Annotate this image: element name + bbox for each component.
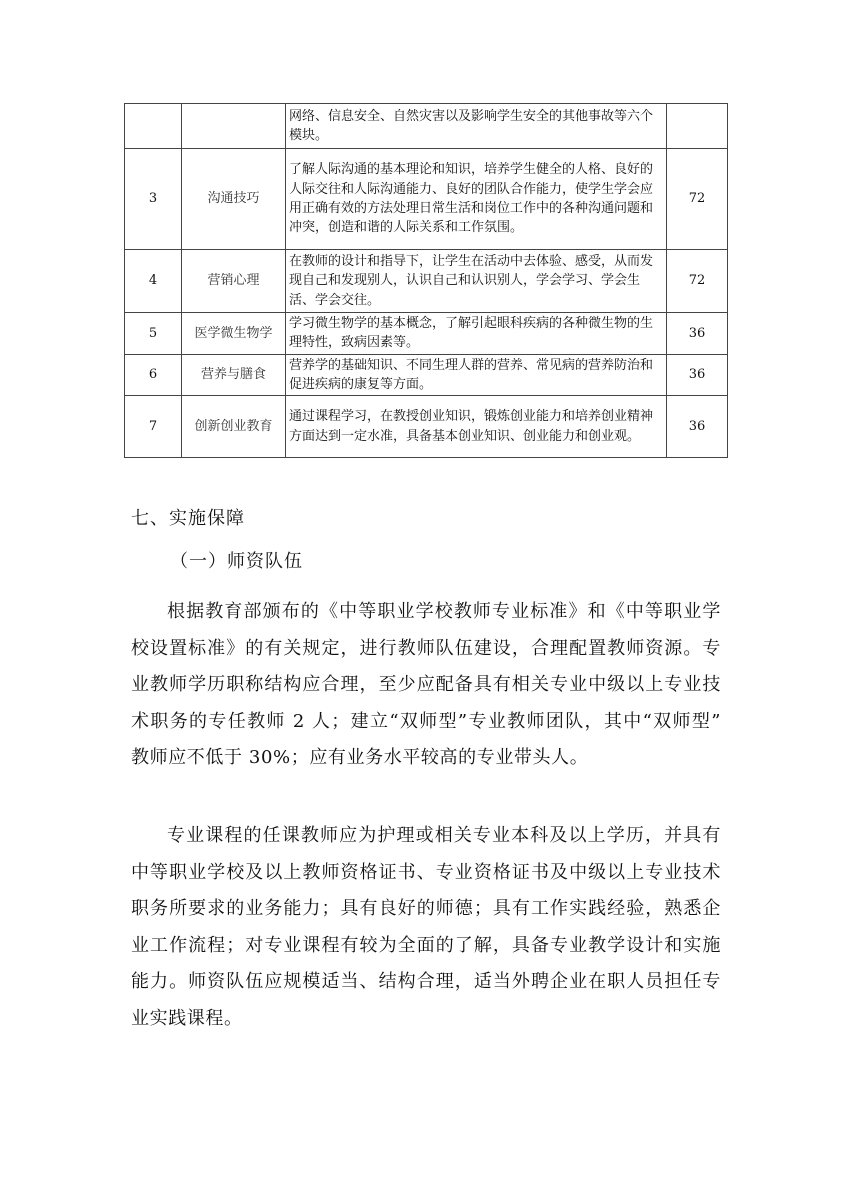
course-name: 沟通技巧 [182, 149, 286, 250]
course-hours: 36 [667, 313, 728, 355]
course-name: 创新创业教育 [182, 396, 286, 458]
table-row [125, 354, 728, 396]
course-description: 网络、信息安全、自然灾害以及影响学生安全的其他事故等六个模块。 [286, 104, 667, 149]
course-hours [667, 104, 728, 149]
course-name [182, 104, 286, 149]
course-table [124, 103, 728, 458]
table-row [125, 313, 728, 355]
course-name: 营养与膳食 [182, 354, 286, 396]
body-paragraph: 专业课程的任课教师应为护理或相关专业本科及以上学历，并具有中等职业学校及以上教师资格证书、专业资格证书及中级以上专业技术职务所要求的业务能力；具有良好的师德；具有工作实践经验，熟悉企业工作流程；对专业课程有较为全面的了解，具备专业教学设计和实施能力。师资队伍应规模适当、结构合理，适当外聘企业在职人员担任专业实践课程。 [131, 825, 721, 1029]
row-number: 6 [125, 354, 182, 396]
course-hours: 72 [667, 149, 728, 250]
row-number: 7 [125, 396, 182, 458]
course-description: 了解人际沟通的基本理论和知识，培养学生健全的人格、良好的人际交往和人际沟通能力、良好的团队合作能力，使学生学会应用正确有效的方法处理日常生活和岗位工作中的各种沟通问题和冲突，创造和谐的人际关系和工作氛围。 [286, 149, 667, 250]
table-row [125, 396, 728, 458]
table-row [125, 250, 728, 313]
table-row [125, 104, 728, 149]
subsection-heading: （一）师资队伍 [170, 551, 303, 572]
table-row [125, 149, 728, 250]
body-paragraph: 根据教育部颁布的《中等职业学校教师专业标准》和《中等职业学校设置标准》的有关规定，进行教师队伍建设，合理配置教师资源。专业教师学历职称结构应合理，至少应配备具有相关专业中级以上专业技术职务的专任教师 2 人；建立“双师型”专业教师团队，其中“双师型” 教师应不低于 30%；应有业务水平较高的专业带头人。 [131, 601, 721, 769]
course-description: 营养学的基础知识、不同生理人群的营养、常见病的营养防治和促进疾病的康复等方面。 [286, 354, 667, 396]
course-hours: 72 [667, 250, 728, 313]
row-number: 3 [125, 149, 182, 250]
course-name: 营销心理 [182, 250, 286, 313]
course-description: 学习微生物学的基本概念，了解引起眼科疾病的各种微生物的生理特性，致病因素等。 [286, 313, 667, 355]
row-number [125, 104, 182, 149]
course-description: 通过课程学习，在教授创业知识，锻炼创业能力和培养创业精神方面达到一定水准，具备基本创业知识、创业能力和创业观。 [286, 396, 667, 458]
course-hours: 36 [667, 354, 728, 396]
course-description: 在教师的设计和指导下，让学生在活动中去体验、感受，从而发现自己和发现别人，认识自己和认识别人，学会学习、学会生活、学会交往。 [286, 250, 667, 313]
course-hours: 36 [667, 396, 728, 458]
row-number: 4 [125, 250, 182, 313]
row-number: 5 [125, 313, 182, 355]
section-heading: 七、实施保障 [131, 508, 245, 529]
course-name: 医学微生物学 [182, 313, 286, 355]
